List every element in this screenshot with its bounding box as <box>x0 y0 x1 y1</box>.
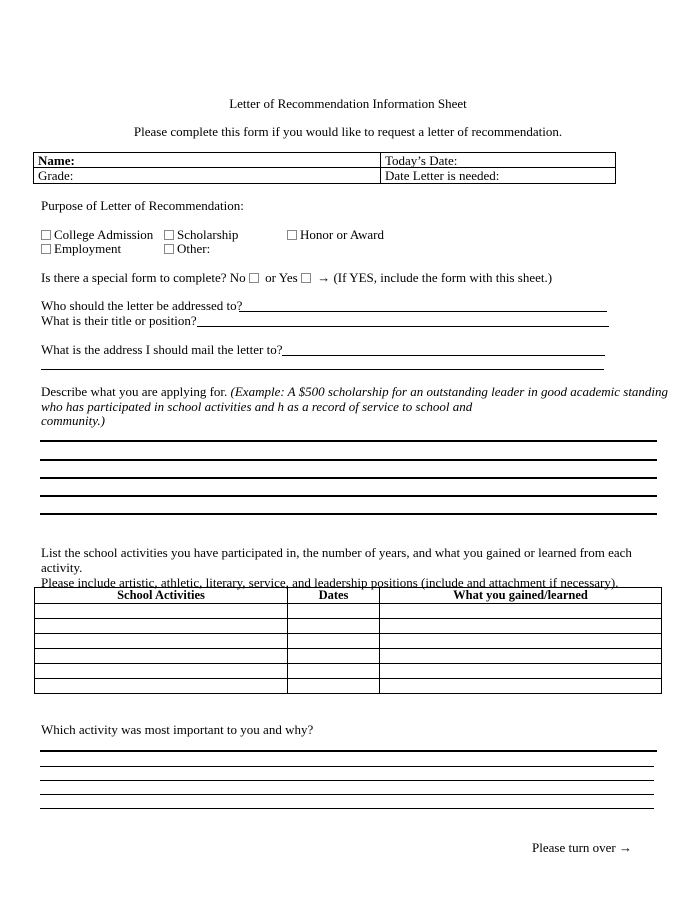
option-scholarship[interactable]: Scholarship <box>164 227 238 243</box>
describe-example-1: (Example: A $500 scholarship for an outstanding leader in good academic standing <box>230 384 669 399</box>
describe-example-2: who has participated in school activities and h as a record of service to school and <box>41 398 473 414</box>
activities-header-row <box>35 588 662 604</box>
arrow-right-icon: → <box>317 270 331 285</box>
yes-checkbox-icon[interactable] <box>301 273 311 283</box>
activity-cell[interactable] <box>35 619 288 634</box>
name-cell[interactable] <box>34 153 381 168</box>
table-row <box>35 664 662 679</box>
dates-cell[interactable] <box>288 604 380 619</box>
grade-label: Grade: <box>38 168 74 183</box>
dates-cell[interactable] <box>288 649 380 664</box>
dates-cell[interactable] <box>288 679 380 694</box>
no-label: No <box>229 270 246 285</box>
important-line-2[interactable] <box>40 766 654 767</box>
gained-cell[interactable] <box>380 664 662 679</box>
table-row <box>35 604 662 619</box>
describe-prompt <box>41 384 669 429</box>
purpose-label: Purpose of Letter of Recommendation: <box>41 198 244 213</box>
mail-address-line-1[interactable] <box>282 341 605 356</box>
important-line-3[interactable] <box>40 780 654 781</box>
option-college-admission[interactable]: College Admission <box>41 227 153 243</box>
checkbox-icon[interactable] <box>41 230 51 240</box>
important-activity-question: Which activity was most important to you and why? <box>41 722 314 737</box>
dates-cell[interactable] <box>288 664 380 679</box>
special-form-question: Is there a special form to complete? No or Yes → (If YES, include the form with this sheet.) <box>41 270 553 285</box>
address-to-label: Who should the letter be addressed to? <box>41 298 243 313</box>
header-dates: Dates <box>288 588 380 604</box>
date-needed-cell[interactable] <box>381 168 615 183</box>
turn-over-note: Please turn over → <box>532 840 633 855</box>
info-table <box>33 152 616 184</box>
gained-cell[interactable] <box>380 634 662 649</box>
grade-cell[interactable] <box>34 168 381 183</box>
activities-intro: List the school activities you have participated in, the number of years, and what you gained or learned from each activity. Please include artistic, athletic, literary, service, and leadership positions (include and attachment if necessary). <box>41 545 632 590</box>
page-title: Letter of Recommendation Information Sheet <box>229 96 467 111</box>
special-form-note: (If YES, include the form with this sheet.) <box>333 270 553 285</box>
yes-label: or Yes <box>265 270 298 285</box>
table-row <box>35 619 662 634</box>
gained-cell[interactable] <box>380 604 662 619</box>
checkbox-icon[interactable] <box>41 244 51 254</box>
describe-line-5[interactable] <box>40 513 657 515</box>
date-needed-label: Date Letter is needed: <box>385 168 500 183</box>
address-to-line[interactable] <box>239 297 607 312</box>
activities-table <box>34 587 662 694</box>
name-label: Name: <box>38 153 75 168</box>
gained-cell[interactable] <box>380 649 662 664</box>
checkbox-icon[interactable] <box>164 230 174 240</box>
title-position-label: What is their title or position? <box>41 313 197 328</box>
dates-cell[interactable] <box>288 634 380 649</box>
important-line-1[interactable] <box>40 750 657 752</box>
table-row <box>35 634 662 649</box>
option-other[interactable]: Other: <box>164 241 210 257</box>
gained-cell[interactable] <box>380 679 662 694</box>
todays-date-label: Today’s Date: <box>385 153 458 168</box>
option-honor-award[interactable]: Honor or Award <box>287 227 384 243</box>
title-position-line[interactable] <box>197 312 609 327</box>
header-school-activities: School Activities <box>35 588 288 604</box>
dates-cell[interactable] <box>288 619 380 634</box>
activity-cell[interactable] <box>35 649 288 664</box>
gained-cell[interactable] <box>380 619 662 634</box>
describe-line-4[interactable] <box>40 495 657 497</box>
mail-address-label: What is the address I should mail the letter to? <box>41 342 283 357</box>
activity-cell[interactable] <box>35 604 288 619</box>
table-row <box>35 679 662 694</box>
checkbox-icon[interactable] <box>164 244 174 254</box>
describe-lead: Describe what you are applying for. <box>41 384 228 399</box>
option-employment[interactable]: Employment <box>41 241 121 257</box>
intro-text: Please complete this form if you would like to request a letter of recommendation. <box>133 124 563 139</box>
important-line-4[interactable] <box>40 794 654 795</box>
activity-cell[interactable] <box>35 634 288 649</box>
activity-cell[interactable] <box>35 679 288 694</box>
no-checkbox-icon[interactable] <box>249 273 259 283</box>
describe-line-2[interactable] <box>40 459 657 461</box>
todays-date-cell[interactable] <box>381 153 615 168</box>
mail-address-line-2[interactable] <box>41 360 604 370</box>
describe-line-1[interactable] <box>40 440 657 442</box>
describe-example-3: community.) <box>41 413 105 428</box>
checkbox-icon[interactable] <box>287 230 297 240</box>
header-gained-learned: What you gained/learned <box>380 588 662 604</box>
activity-cell[interactable] <box>35 664 288 679</box>
important-line-5[interactable] <box>40 808 654 809</box>
table-row <box>35 649 662 664</box>
describe-line-3[interactable] <box>40 477 657 479</box>
